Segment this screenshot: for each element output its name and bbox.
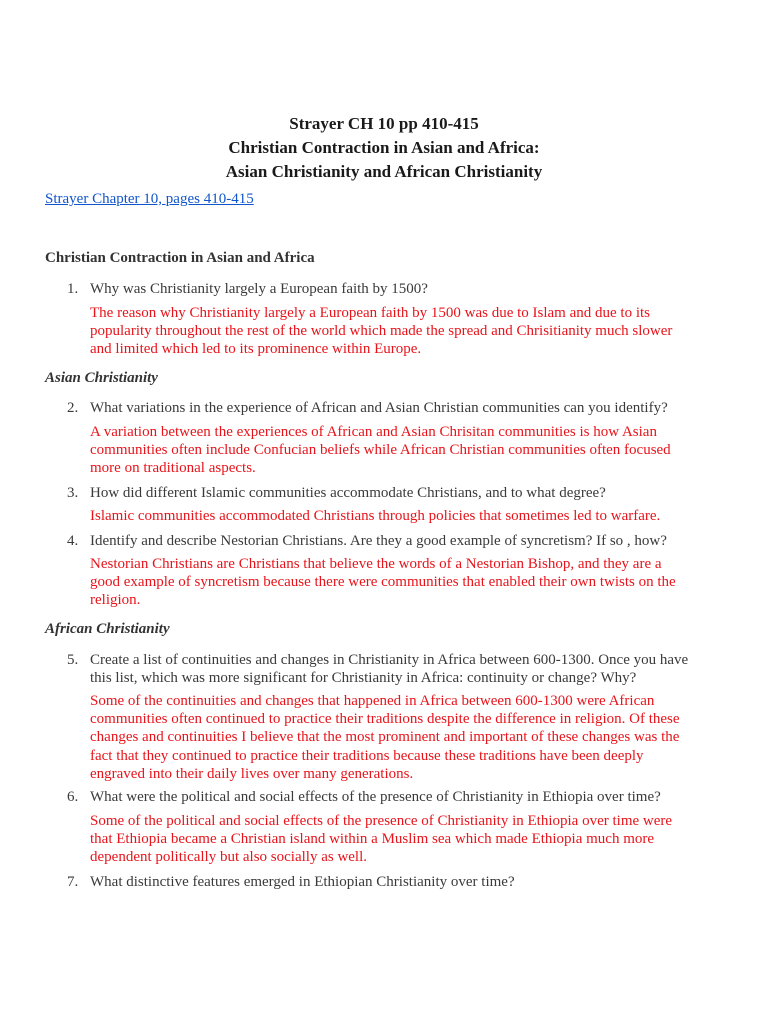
answer-1: The reason why Christianity largely a European faith by 1500 was due to Islam and due to its popularity throughout the rest of the world which made the spread and Chrisitianity much slower and limited which led to its prominence within Europe. — [90, 305, 673, 358]
answer-5: Some of the continuities and changes that happened in Africa between 600-1300 were African communities often continued to practice their traditions despite the difference in religion. Of these changes and continuities I believe that the most prominent and important of these changes was the fact that they continued to practice their traditions because these traditions have been deeply engraved into their daily lives over many generations. — [90, 693, 680, 782]
question-text: Create a list of continuities and changes in Christianity in Africa between 600-1300. Once you have this list, which was more significant for Christianity in Africa: continuity or change? Why? — [90, 652, 689, 686]
question-7 — [67, 873, 690, 891]
question-4 — [67, 532, 690, 550]
question-text: Why was Christianity largely a European faith by 1500? — [90, 281, 428, 297]
question-3 — [67, 484, 690, 502]
question-number: 1. — [67, 281, 79, 297]
question-6 — [67, 788, 690, 806]
section-heading-african: African Christianity — [45, 621, 170, 637]
question-number: 7. — [67, 874, 79, 890]
question-text: What distinctive features emerged in Ethiopian Christianity over time? — [90, 874, 515, 890]
answer-3: Islamic communities accommodated Christians through policies that sometimes led to warfare. — [90, 508, 661, 524]
answer-4: Nestorian Christians are Christians that believe the words of a Nestorian Bishop, and they are a good example of syncretism because there were communities that enabled their own twists on the religion. — [90, 556, 676, 609]
section-heading-contraction: Christian Contraction in Asian and Africa — [45, 250, 315, 266]
question-text: What variations in the experience of African and Asian Christian communities can you identify? — [90, 400, 668, 416]
question-number: 4. — [67, 533, 79, 549]
answer-6: Some of the political and social effects of the presence of Christianity in Ethiopia over time were that Ethiopia became a Christian island within a Muslim sea which made Ethiopia much more dependent politically but also socially as well. — [90, 813, 673, 866]
question-number: 3. — [67, 485, 79, 501]
chapter-link[interactable]: Strayer Chapter 10, pages 410-415 — [45, 191, 254, 207]
title-line-2: Christian Contraction in Asian and Africa: — [228, 138, 540, 157]
question-text: What were the political and social effects of the presence of Christianity in Ethiopia over time? — [90, 789, 661, 805]
question-number: 6. — [67, 789, 79, 805]
title-line-1: Strayer CH 10 pp 410-415 — [289, 114, 479, 133]
question-2 — [67, 399, 690, 417]
question-5 — [67, 651, 690, 687]
section-heading-asian: Asian Christianity — [45, 370, 158, 386]
question-number: 2. — [67, 400, 79, 416]
document-title — [0, 112, 768, 184]
question-text: Identify and describe Nestorian Christians. Are they a good example of syncretism? If so , how? — [90, 533, 667, 549]
answer-2: A variation between the experiences of African and Asian Chrisitan communities is how Asian communities often include Confucian beliefs while African Christian communities often focused more on traditional aspects. — [90, 424, 671, 477]
question-1 — [67, 280, 690, 298]
question-text: How did different Islamic communities accommodate Christians, and to what degree? — [90, 485, 606, 501]
question-number: 5. — [67, 652, 79, 668]
title-line-3: Asian Christianity and African Christianity — [225, 162, 543, 181]
